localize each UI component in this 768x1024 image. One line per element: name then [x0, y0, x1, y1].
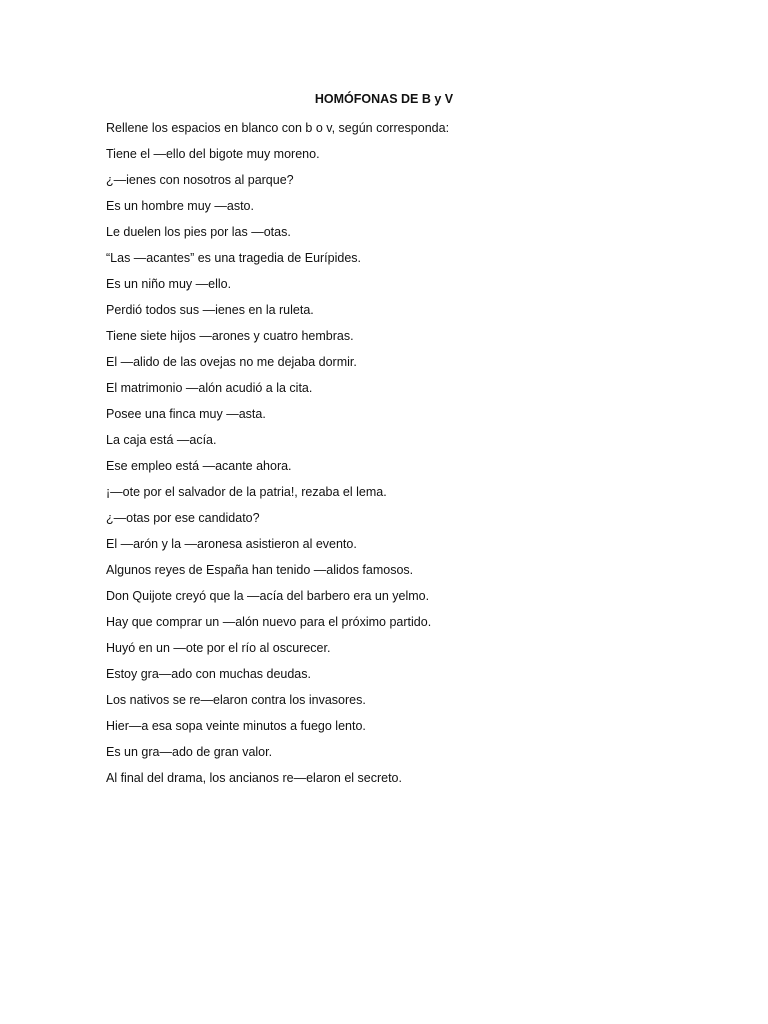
- exercise-line: Es un niño muy —ello.: [106, 277, 232, 291]
- exercise-line: Estoy gra—ado con muchas deudas.: [106, 667, 311, 681]
- exercise-lines: [106, 118, 706, 794]
- exercise-line: Hier—a esa sopa veinte minutos a fuego lento.: [106, 719, 366, 733]
- exercise-line: El matrimonio —alón acudió a la cita.: [106, 381, 313, 395]
- exercise-line: Al final del drama, los ancianos re—elaron el secreto.: [106, 771, 402, 785]
- exercise-line: Algunos reyes de España han tenido —alidos famosos.: [106, 563, 414, 577]
- exercise-line: Posee una finca muy —asta.: [106, 407, 266, 421]
- exercise-line: Don Quijote creyó que la —acía del barbero era un yelmo.: [106, 589, 430, 603]
- exercise-line: Ese empleo está —acante ahora.: [106, 459, 292, 473]
- exercise-line: Los nativos se re—elaron contra los invasores.: [106, 693, 366, 707]
- exercise-line: El —arón y la —aronesa asistieron al evento.: [106, 537, 357, 551]
- exercise-line: Tiene el —ello del bigote muy moreno.: [106, 147, 320, 161]
- exercise-line: Es un hombre muy —asto.: [106, 199, 254, 213]
- exercise-line: Le duelen los pies por las —otas.: [106, 225, 291, 239]
- exercise-line: “Las —acantes” es una tragedia de Eurípides.: [106, 251, 362, 265]
- exercise-line: El —alido de las ovejas no me dejaba dormir.: [106, 355, 357, 369]
- exercise-line: Tiene siete hijos —arones y cuatro hembras.: [106, 329, 354, 343]
- instruction-line: Rellene los espacios en blanco con b o v, según corresponda:: [106, 121, 450, 135]
- exercise-line: Hay que comprar un —alón nuevo para el próximo partido.: [106, 615, 432, 629]
- exercise-line: ¿—ienes con nosotros al parque?: [106, 173, 294, 187]
- exercise-line: ¿—otas por ese candidato?: [106, 511, 260, 525]
- exercise-line: ¡—ote por el salvador de la patria!, rezaba el lema.: [106, 485, 387, 499]
- document-title: HOMÓFONAS DE B y V: [314, 92, 454, 106]
- exercise-line: Perdió todos sus —ienes en la ruleta.: [106, 303, 314, 317]
- exercise-line: Es un gra—ado de gran valor.: [106, 745, 273, 759]
- exercise-line: La caja está —acía.: [106, 433, 217, 447]
- exercise-line: Huyó en un —ote por el río al oscurecer.: [106, 641, 331, 655]
